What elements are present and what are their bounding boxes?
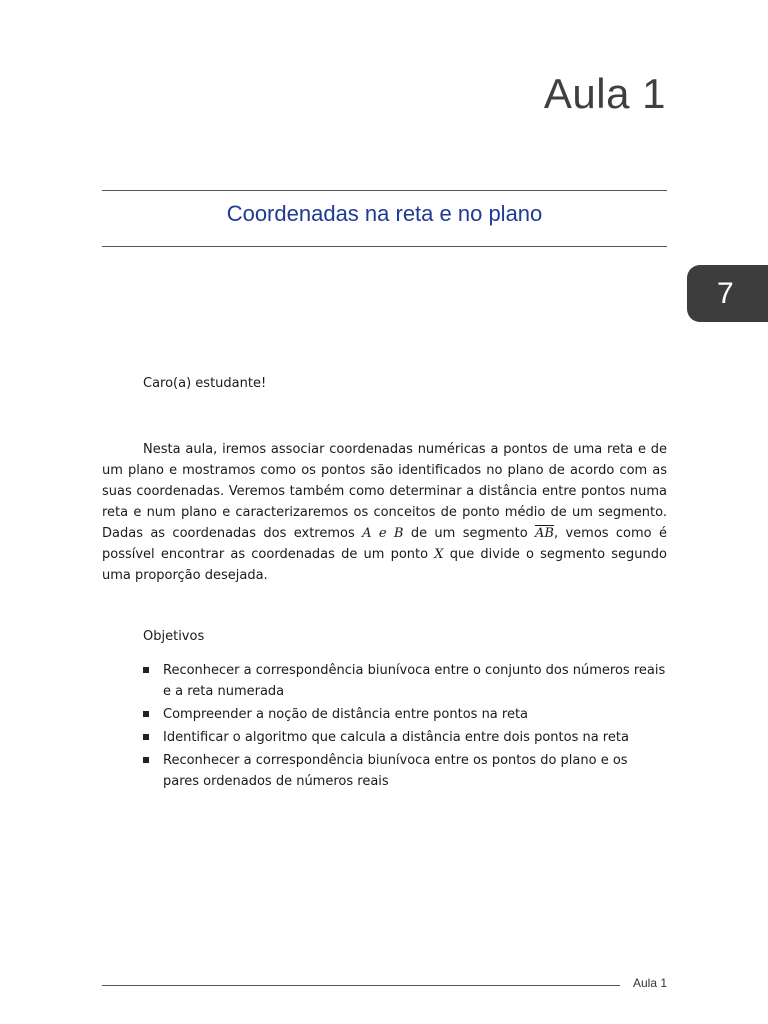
objective-item [143, 704, 667, 725]
intro-text-1: Nesta aula, iremos associar coordenadas numéricas a pontos de uma reta e de um plano e mostramos como os pontos são identificados no plano de acordo com as suas coordenadas. Veremos também como determinar a distância entre pontos numa reta e num plano e caracterizaremos os conceitos de ponto médio de um segmento. Dadas as coordenadas dos extremos [102, 442, 667, 541]
objective-item [143, 660, 667, 702]
math-segment-ab: $\overline{AB}$ [535, 526, 554, 541]
objective-text: Reconhecer a correspondência biunívoca entre o conjunto dos números reais e a reta numerada [163, 663, 666, 699]
math-point-x: X [434, 547, 444, 562]
intro-text-2: de um segmento [403, 526, 536, 541]
square-bullet-icon [143, 734, 149, 740]
objective-item [143, 727, 667, 748]
objective-text: Identificar o algoritmo que calcula a distância entre dois pontos na reta [163, 730, 629, 745]
subtitle-bottom-rule [102, 246, 667, 247]
subtitle-top-rule [102, 190, 667, 191]
objective-text: Reconhecer a correspondência biunívoca entre os pontos do plano e os pares ordenados de números reais [163, 753, 628, 789]
math-point-a: A [362, 526, 372, 541]
math-conjunction: e [371, 526, 394, 541]
lesson-subtitle: Coordenadas na reta e no plano [226, 201, 543, 226]
objectives-heading: Objetivos [143, 629, 205, 644]
objective-item [143, 750, 667, 792]
page-number: 7 [717, 276, 734, 310]
page-number-tab [687, 265, 768, 322]
intro-paragraph [102, 439, 667, 586]
intro-text-4: que divide o segmento segundo uma proporção desejada. [102, 547, 667, 583]
footer-label: Aula 1 [632, 976, 667, 990]
intro-text-3: , vemos como é possível encontrar as coordenadas de um ponto [102, 526, 667, 562]
objective-text: Compreender a noção de distância entre pontos na reta [163, 707, 529, 722]
greeting: Caro(a) estudante! [143, 376, 267, 391]
footer-rule [102, 985, 620, 986]
math-point-b: B [393, 526, 404, 541]
square-bullet-icon [143, 757, 149, 763]
square-bullet-icon [143, 667, 149, 673]
lesson-title: Aula 1 [543, 70, 666, 117]
objectives-list [143, 660, 667, 794]
square-bullet-icon [143, 711, 149, 717]
